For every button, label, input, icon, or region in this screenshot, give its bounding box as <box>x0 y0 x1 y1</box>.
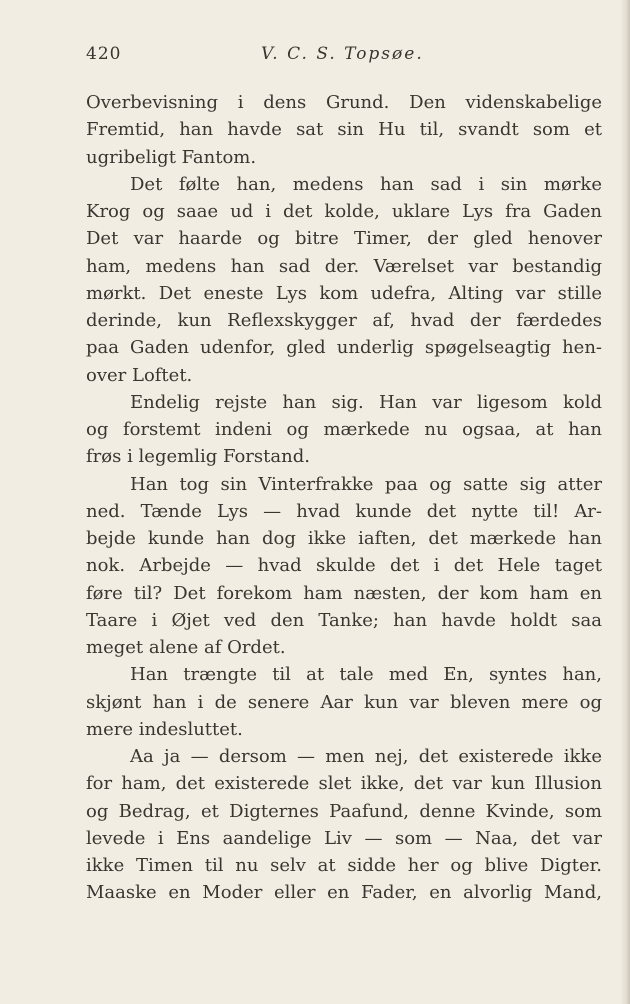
text-line: Taare i Øjet ved den Tanke; han havde holdt saa <box>86 609 602 631</box>
text-line: ned. Tænde Lys — hvad kunde det nytte til! Ar- <box>86 500 602 522</box>
text-line: Det følte han, medens han sad i sin mørke <box>130 173 602 195</box>
text-line: frøs i legemlig Forstand. <box>86 446 310 468</box>
page-number: 420 <box>86 44 122 64</box>
body-text <box>86 89 602 907</box>
text-line: Overbevisning i dens Grund. Den videnskabelige <box>86 92 602 113</box>
text-line: og forstemt indeni og mærkede nu ogsaa, at han <box>86 419 602 440</box>
text-line: Han trængte til at tale med En, syntes han, <box>130 664 602 686</box>
text-line: Krog og saae ud i det kolde, uklare Lys fra Gaden <box>86 201 602 222</box>
text-line: mere indesluttet. <box>86 718 243 740</box>
text-line: skjønt han i de senere Aar kun var bleven mere og <box>86 691 602 713</box>
text-line: Han tog sin Vinterfrakke paa og satte sig atter <box>130 473 602 495</box>
text-line: levede i Ens aandelige Liv — som — Naa, det var <box>86 827 602 849</box>
text-line: føre til? Det forekom ham næsten, der kom ham en <box>86 582 602 604</box>
running-head: V. C. S. Topsøe. <box>261 44 424 64</box>
text-line: nok. Arbejde — hvad skulde det i det Hele taget <box>86 555 602 577</box>
text-line: meget alene af Ordet. <box>86 637 286 658</box>
text-line: bejde kunde han dog ikke iaften, det mærkede han <box>86 528 602 549</box>
text-line: ikke Timen til nu selv at sidde her og blive Digter. <box>86 855 602 876</box>
page-edge-shadow <box>620 0 630 1004</box>
text-line: derinde, kun Reflexskygger af, hvad der færdedes <box>86 310 602 331</box>
text-line: ham, medens han sad der. Værelset var bestandig <box>86 255 602 277</box>
text-line: Fremtid, han havde sat sin Hu til, svandt som et <box>86 119 602 141</box>
text-line: mørkt. Det eneste Lys kom udefra, Alting var stille <box>86 282 602 304</box>
text-line: Aa ja — dersom — men nej, det existerede ikke <box>130 746 602 767</box>
text-line: for ham, det existerede slet ikke, det var kun Illusion <box>86 773 602 795</box>
text-line: Det var haarde og bitre Timer, der gled henover <box>86 228 602 250</box>
text-line: paa Gaden udenfor, gled underlig spøgelseagtig hen- <box>86 337 602 359</box>
text-line: ugribeligt Fantom. <box>86 146 257 168</box>
text-line: Maaske en Moder eller en Fader, en alvorlig Mand, <box>86 882 602 904</box>
page-header <box>86 44 606 74</box>
text-line: og Bedrag, et Digternes Paafund, denne Kvinde, som <box>86 800 602 822</box>
text-line: over Loftet. <box>86 364 193 386</box>
text-line: Endelig rejste han sig. Han var ligesom kold <box>130 391 602 413</box>
